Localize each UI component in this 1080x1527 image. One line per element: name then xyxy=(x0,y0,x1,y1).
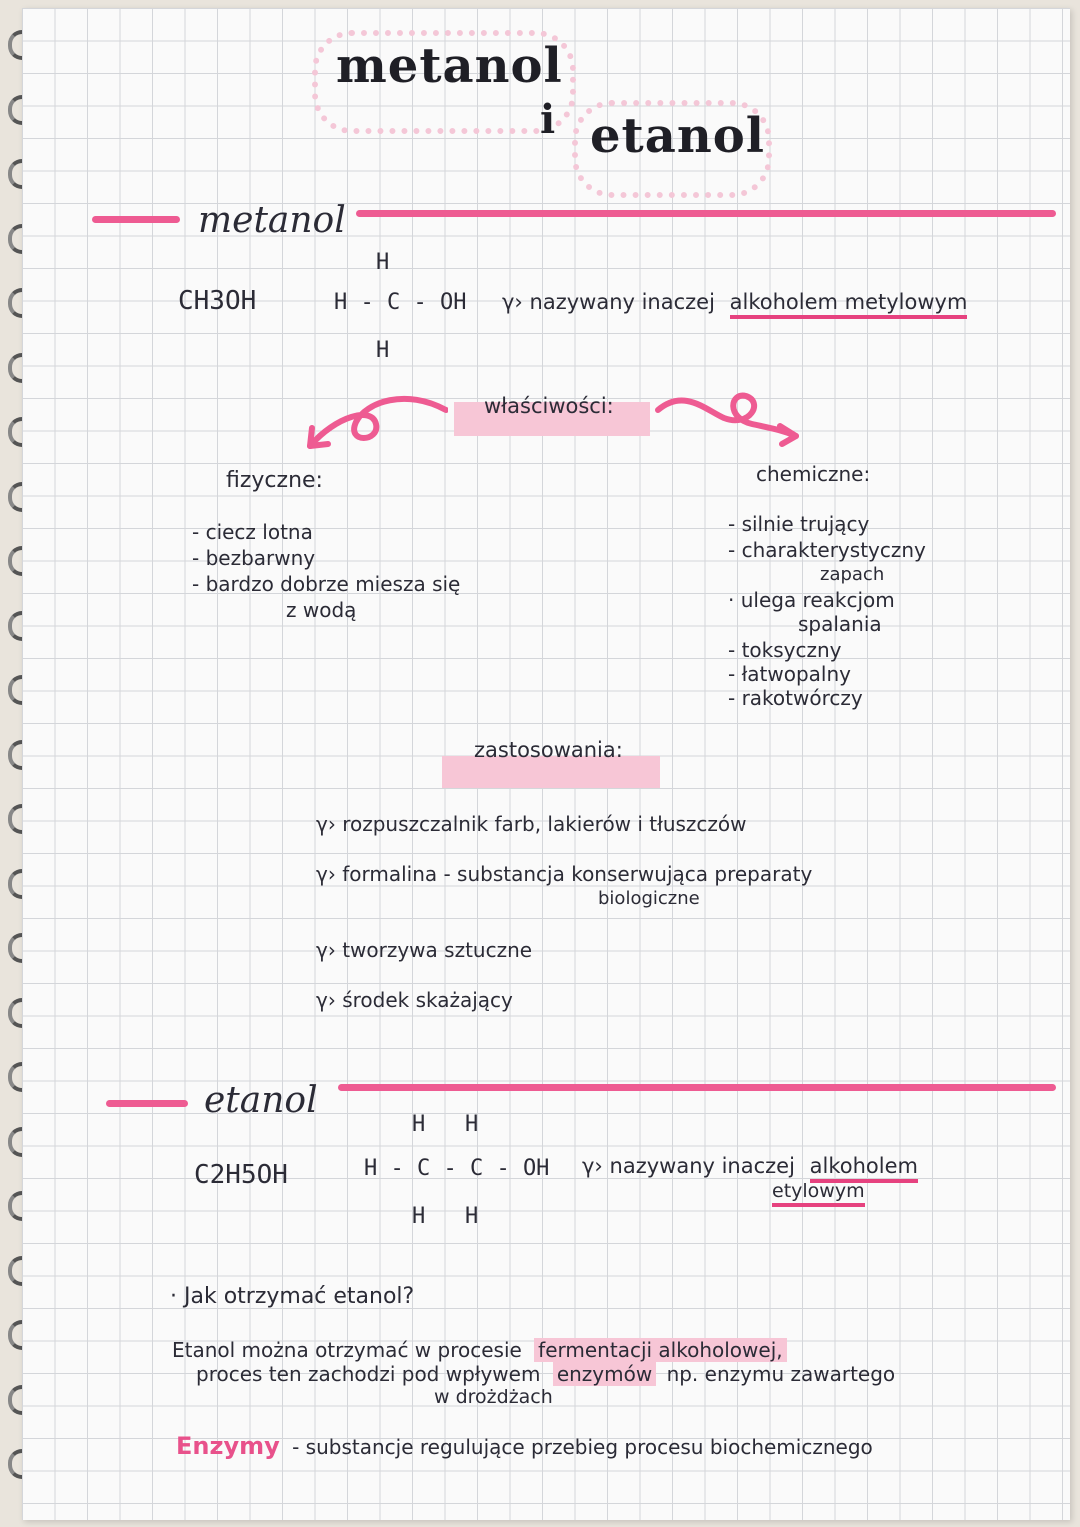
answer-line-1-text: Etanol można otrzymać w procesie xyxy=(172,1338,522,1362)
physical-item-4: z wodą xyxy=(286,598,357,622)
ethanol-alias xyxy=(582,1154,918,1178)
use-item-2: γ› formalina - substancja konserwująca preparaty xyxy=(316,862,813,886)
chemical-item-3b: spalania xyxy=(798,612,882,636)
chemical-item-6: - rakotwórczy xyxy=(728,686,863,710)
ethanol-heading: etanol xyxy=(204,1080,318,1121)
use-item-2b: biologiczne xyxy=(598,888,700,909)
answer-enzymes-highlight: enzymów xyxy=(553,1362,656,1386)
title-connector: i xyxy=(540,96,557,143)
ethanol-alias-highlight-2: etylowym xyxy=(772,1180,865,1207)
methanol-alias-prefix: nazywany inaczej xyxy=(529,290,715,314)
section-bar-right-ethanol xyxy=(338,1084,1056,1091)
section-bar-right-methanol xyxy=(356,210,1056,217)
properties-label: właściwości: xyxy=(484,394,614,418)
enzymes-definition xyxy=(176,1432,873,1460)
answer-line-2-end: np. enzymu zawartego xyxy=(666,1362,896,1386)
methanol-formula: CH3OH xyxy=(178,286,257,316)
arrow-glyph: γ› xyxy=(582,1154,603,1178)
ethanol-alias-highlight: alkoholem xyxy=(810,1154,918,1183)
ethanol-answer-line-3: w drożdżach xyxy=(434,1386,553,1408)
ethanol-alias-prefix: nazywany inaczej xyxy=(609,1154,795,1178)
section-bar-left-ethanol xyxy=(106,1100,188,1107)
methanol-struct-middle: H - C - OH xyxy=(334,290,467,315)
physical-item-2: - bezbarwny xyxy=(192,546,316,570)
chemical-item-2: - charakterystyczny xyxy=(728,538,926,562)
uses-label: zastosowania: xyxy=(474,738,623,762)
chemical-item-2b: zapach xyxy=(820,564,885,585)
methanol-alias xyxy=(502,290,967,314)
chemical-label: chemiczne: xyxy=(756,462,871,486)
use-item-4: γ› środek skażający xyxy=(316,988,513,1012)
section-bar-left-methanol xyxy=(92,216,180,223)
ethanol-formula: C2H5OH xyxy=(194,1160,288,1190)
curly-arrow-left-icon xyxy=(296,392,448,462)
methanol-struct-bottom: H xyxy=(376,338,390,363)
chemical-item-1: - silnie trujący xyxy=(728,512,870,536)
ethanol-struct-top: H H xyxy=(412,1112,479,1137)
title-methanol: metanol xyxy=(336,38,563,94)
ethanol-answer-line-2 xyxy=(196,1362,895,1386)
use-item-3: γ› tworzywa sztuczne xyxy=(316,938,533,962)
enzymes-word: Enzymy xyxy=(176,1432,280,1460)
physical-item-1: - ciecz lotna xyxy=(192,520,313,544)
ethanol-answer-line-1 xyxy=(172,1338,787,1362)
chemical-item-5: - łatwopalny xyxy=(728,662,851,686)
ethanol-struct-middle: H - C - C - OH xyxy=(364,1156,550,1181)
chemical-item-4: - toksyczny xyxy=(728,638,842,662)
methanol-struct-top: H xyxy=(376,250,390,275)
ethanol-struct-bottom: H H xyxy=(412,1204,479,1229)
arrow-glyph: γ› xyxy=(502,290,523,314)
physical-label: fizyczne: xyxy=(226,468,323,493)
enzymes-definition-text: - substancje regulujące przebieg procesu biochemicznego xyxy=(292,1435,873,1459)
use-item-1: γ› rozpuszczalnik farb, lakierów i tłuszczów xyxy=(316,812,747,836)
answer-fermentation-highlight: fermentacji alkoholowej, xyxy=(534,1338,786,1362)
curly-arrow-right-icon xyxy=(654,384,806,448)
chemical-item-3: · ulega reakcjom xyxy=(728,588,895,612)
methanol-alias-highlight: alkoholem metylowym xyxy=(730,290,968,319)
physical-item-3: - bardzo dobrze miesza się xyxy=(192,572,461,596)
methanol-heading: metanol xyxy=(198,200,346,241)
ethanol-question: · Jak otrzymać etanol? xyxy=(170,1284,415,1309)
title-ethanol: etanol xyxy=(590,108,765,164)
answer-line-2-text: proces ten zachodzi pod wpływem xyxy=(196,1362,541,1386)
